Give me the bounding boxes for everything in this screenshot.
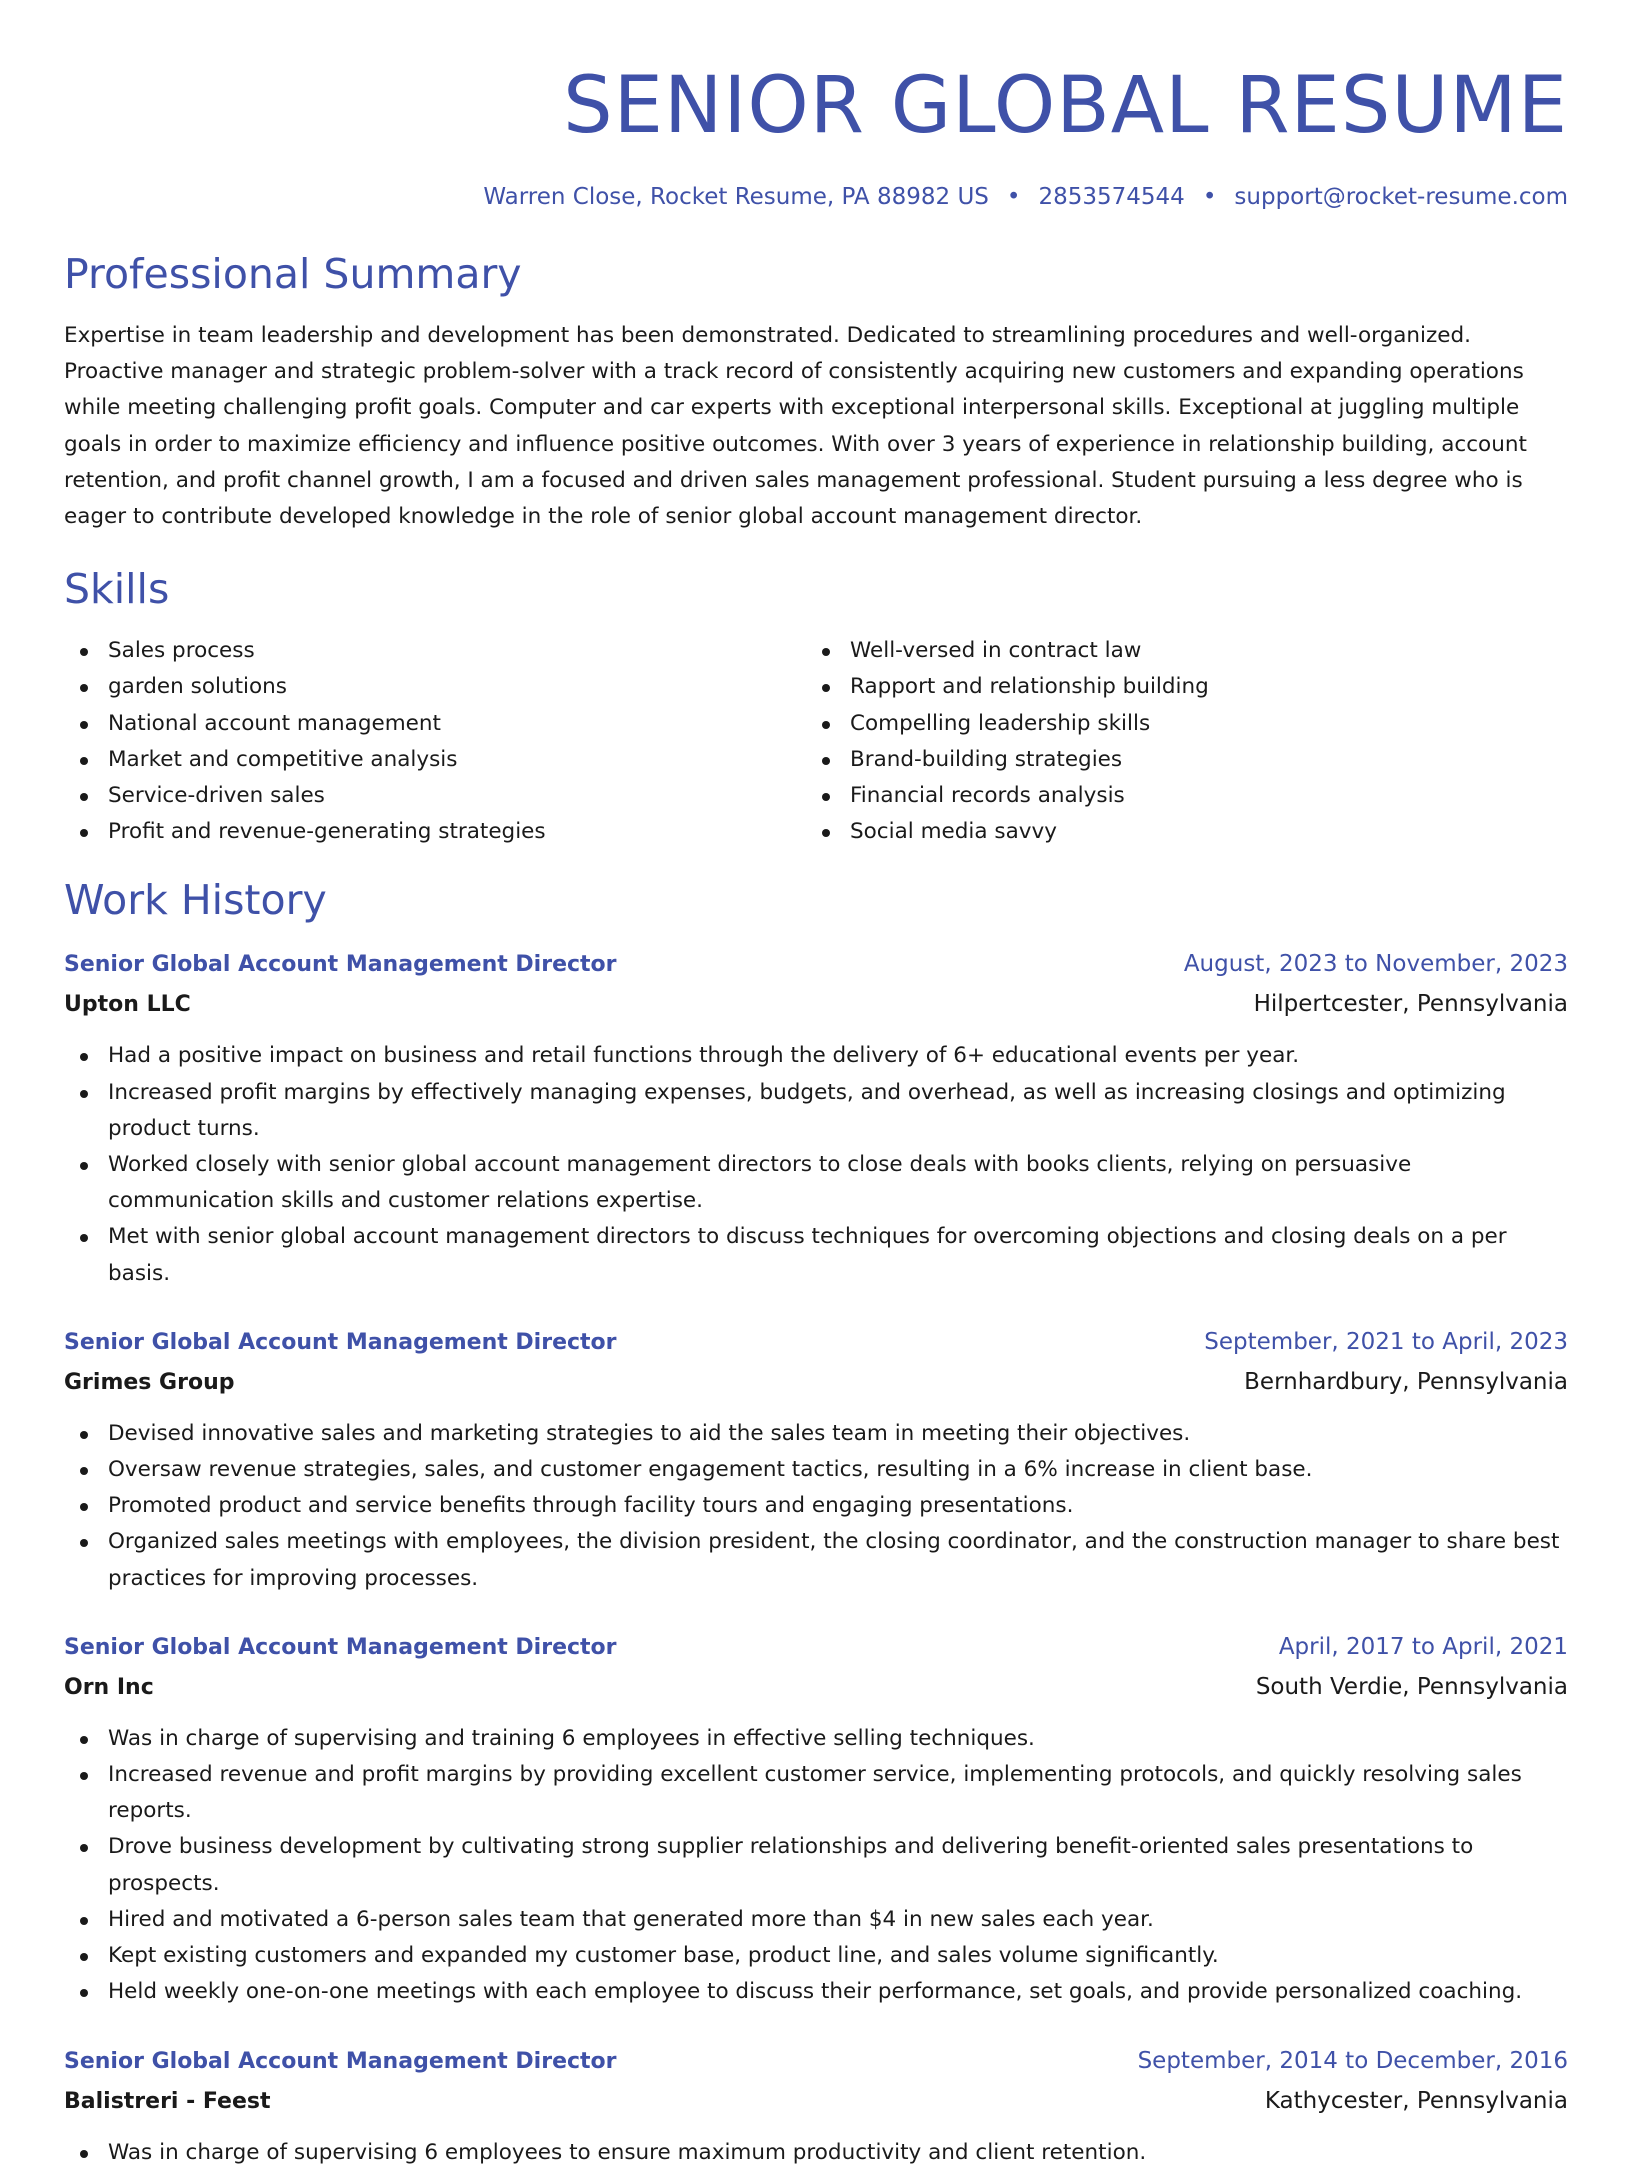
- skill-item: Financial records analysis: [806, 778, 1548, 814]
- job-title-row: [64, 1627, 1568, 1668]
- contact-phone: 2853574544: [1038, 184, 1185, 210]
- job-company-row: [64, 1668, 1568, 1707]
- job-company: Grimes Group: [64, 1369, 235, 1395]
- job-title-row: [64, 944, 1568, 985]
- resume-page: [64, 0, 1568, 2171]
- job-bullet: Drove business development by cultivating strong supplier relationships and delivering benefit-oriented sales presentations to prospects.: [64, 1829, 1568, 1901]
- job-bullet: Oversaw revenue strategies, sales, and customer engagement tactics, resulting in a 6% increase in client base.: [64, 1452, 1568, 1488]
- contact-email: support@rocket-resume.com: [1234, 184, 1568, 210]
- contact-separator: •: [1202, 184, 1217, 210]
- job-entry: [64, 1627, 1568, 2011]
- job-dates: August, 2023 to November, 2023: [1183, 951, 1568, 978]
- job-bullet: Was in charge of supervising and training 6 employees in effective selling techniques.: [64, 1721, 1568, 1757]
- summary-text: Expertise in team leadership and development has been demonstrated. Dedicated to streamlining procedures and well-organized. Proactive manager and strategic problem-solver with a track record of consistently acquiring new customers and expanding operations while meeting challenging profit goals. Computer and car experts with exceptional interpersonal skills. Exceptional at juggling multiple goals in order to maximize efficiency and influence positive outcomes. With over 3 years of experience in relationship building, account retention, and profit channel growth, I am a focused and driven sales management professional. Student pursuing a less degree who is eager to contribute developed knowledge in the role of senior global account management director.: [64, 323, 1527, 530]
- skills-section: [64, 565, 1568, 850]
- contact-separator: •: [1006, 184, 1021, 210]
- job-dates: September, 2021 to April, 2023: [1204, 1328, 1568, 1355]
- job-bullet: Hired and motivated a 6-person sales team that generated more than $4 in new sales each year.: [64, 1902, 1568, 1938]
- skills-grid: [64, 633, 1568, 850]
- job-bullets: [64, 1721, 1568, 2011]
- job-title: Senior Global Account Management Director: [64, 1329, 617, 1355]
- job-bullet: Increased profit margins by effectively managing expenses, budgets, and overhead, as well as increasing closings and optimizing product turns.: [64, 1075, 1568, 1147]
- job-bullets: [64, 2135, 1568, 2171]
- skill-item: Profit and revenue-generating strategies: [64, 814, 806, 850]
- job-bullet: Devised innovative sales and marketing strategies to aid the sales team in meeting their objectives.: [64, 1416, 1568, 1452]
- job-company-row: [64, 2082, 1568, 2121]
- job-title-row: [64, 2041, 1568, 2082]
- job-company: Orn Inc: [64, 1674, 154, 1700]
- job-dates: April, 2017 to April, 2021: [1278, 1633, 1568, 1660]
- job-title-row: [64, 1322, 1568, 1363]
- skill-item: Market and competitive analysis: [64, 742, 806, 778]
- job-bullet: Held weekly one-on-one meetings with each employee to discuss their performance, set goals, and provide personalized coaching.: [64, 1974, 1568, 2010]
- resume-title: SENIOR GLOBAL RESUME: [563, 61, 1568, 151]
- section-heading-summary: Professional Summary: [64, 250, 522, 298]
- job-title: Senior Global Account Management Director: [64, 2048, 617, 2074]
- job-bullet: Met with senior global account management directors to discuss techniques for overcoming objections and closing deals on a per basis.: [64, 1219, 1568, 1291]
- job-dates: September, 2014 to December, 2016: [1137, 2047, 1568, 2074]
- job-location: Bernhardbury, Pennsylvania: [1244, 1368, 1568, 1395]
- job-bullets: [64, 1038, 1568, 1291]
- skill-item: Brand-building strategies: [806, 742, 1548, 778]
- job-entry: [64, 944, 1568, 1291]
- job-company-row: [64, 985, 1568, 1024]
- job-company: Balistreri - Feest: [64, 2088, 271, 2114]
- job-location: Hilpertcester, Pennsylvania: [1253, 991, 1568, 1018]
- skill-item: Rapport and relationship building: [806, 669, 1548, 705]
- section-heading-work-history: Work History: [64, 876, 327, 925]
- skill-item: Sales process: [64, 633, 806, 669]
- skills-list-right: [806, 633, 1548, 850]
- job-bullet: Organized sales meetings with employees, the division president, the closing coordinator, and the construction manager to share best practices for improving processes.: [64, 1524, 1568, 1596]
- job-bullet: Increased revenue and profit margins by providing excellent customer service, implementing protocols, and quickly resolving sales reports.: [64, 1757, 1568, 1829]
- work-history-section: [64, 876, 1568, 2170]
- job-company-row: [64, 1363, 1568, 1402]
- skill-item: Social media savvy: [806, 814, 1548, 850]
- job-bullet: Worked closely with senior global account management directors to close deals with books clients, relying on persuasive communication skills and customer relations expertise.: [64, 1147, 1568, 1219]
- section-heading-skills: Skills: [64, 565, 170, 614]
- job-bullet: Kept existing customers and expanded my customer base, product line, and sales volume significantly.: [64, 1938, 1568, 1974]
- skill-item: Service-driven sales: [64, 778, 806, 814]
- job-bullet: Promoted product and service benefits through facility tours and engaging presentations.: [64, 1488, 1568, 1524]
- contact-line: [64, 182, 1568, 212]
- job-location: South Verdie, Pennsylvania: [1255, 1673, 1568, 1700]
- job-location: Kathycester, Pennsylvania: [1264, 2087, 1568, 2114]
- resume-header: [64, 0, 1568, 212]
- job-entry: [64, 1322, 1568, 1597]
- job-company: Upton LLC: [64, 992, 191, 1018]
- job-bullet: Was in charge of supervising 6 employees to ensure maximum productivity and client retention.: [64, 2135, 1568, 2171]
- job-bullet: Had a positive impact on business and retail functions through the delivery of 6+ educational events per year.: [64, 1038, 1568, 1074]
- professional-summary-section: [64, 250, 1568, 535]
- skill-item: garden solutions: [64, 669, 806, 705]
- job-entry: [64, 2041, 1568, 2171]
- skill-item: National account management: [64, 706, 806, 742]
- job-bullets: [64, 1416, 1568, 1597]
- skill-item: Well-versed in contract law: [806, 633, 1548, 669]
- contact-address: Warren Close, Rocket Resume, PA 88982 US: [483, 184, 989, 210]
- skill-item: Compelling leadership skills: [806, 706, 1548, 742]
- skills-list-left: [64, 633, 806, 850]
- job-title: Senior Global Account Management Director: [64, 1634, 617, 1660]
- job-title: Senior Global Account Management Director: [64, 952, 617, 978]
